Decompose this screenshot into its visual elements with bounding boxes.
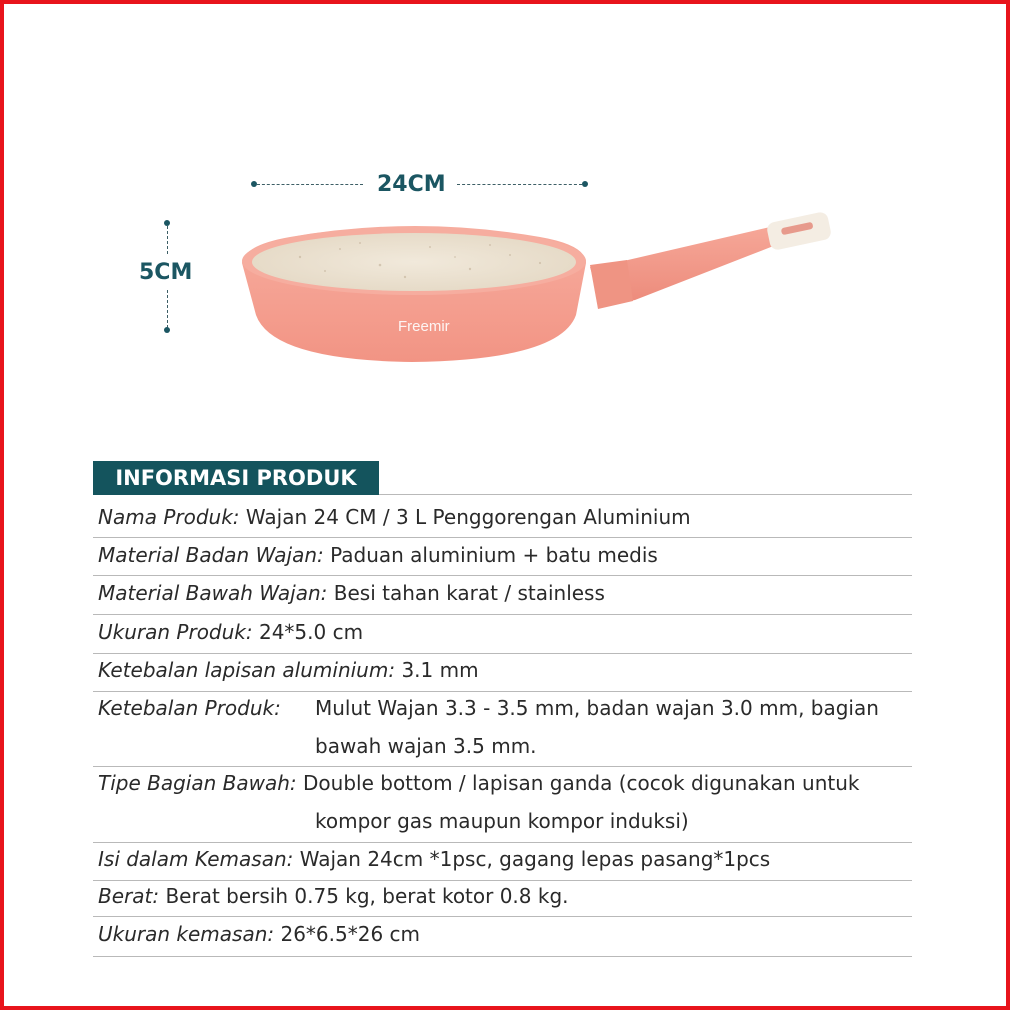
info-value: Besi tahan karat / stainless: [333, 581, 605, 605]
info-value: Mulut Wajan 3.3 - 3.5 mm, badan wajan 3.0 mm, bagian: [315, 696, 879, 720]
info-label: Ukuran Produk:: [98, 620, 253, 644]
info-value: Double bottom / lapisan ganda (cocok digunakan untuk: [303, 771, 860, 795]
info-row-nama-produk: [93, 495, 912, 538]
info-value: Wajan 24 CM / 3 L Penggorengan Aluminium: [245, 505, 691, 529]
info-label: Ketebalan Produk:: [98, 696, 281, 720]
pan-brand-logo: Freemir: [398, 318, 450, 335]
info-label: Tipe Bagian Bawah:: [98, 771, 297, 795]
pan-handle-collar: [590, 260, 633, 309]
info-label: Ketebalan lapisan aluminium:: [98, 658, 396, 682]
info-row-berat: [93, 881, 912, 917]
info-value-continued: bawah wajan 3.5 mm.: [315, 734, 537, 758]
info-value: 26*6.5*26 cm: [280, 922, 421, 946]
info-row-ukuran-produk: [93, 615, 912, 654]
info-value: Berat bersih 0.75 kg, berat kotor 0.8 kg.: [165, 884, 569, 908]
info-label: Nama Produk:: [98, 505, 240, 529]
info-row-material-badan: [93, 538, 912, 576]
info-row-ketebalan-produk: [93, 692, 912, 767]
info-label: Berat:: [98, 884, 160, 908]
info-label: Isi dalam Kemasan:: [98, 847, 294, 871]
info-value: Wajan 24cm *1psc, gagang lepas pasang*1pcs: [299, 847, 771, 871]
info-value: Paduan aluminium + batu medis: [330, 543, 658, 567]
info-header: INFORMASI PRODUK: [93, 461, 379, 495]
info-row-material-bawah: [93, 576, 912, 615]
info-row-ketebalan-lapisan: [93, 654, 912, 692]
info-row-ukuran-kemasan: [93, 917, 912, 957]
frying-pan-image: [230, 205, 850, 375]
info-row-isi-kemasan: [93, 843, 912, 881]
width-dimension-end-dot: [582, 181, 588, 187]
info-row-tipe-bawah: [93, 767, 912, 843]
info-value: 3.1 mm: [401, 658, 479, 682]
pan-interior: [252, 233, 576, 291]
width-dimension-line-left: [257, 184, 363, 185]
width-dimension-line-right: [457, 184, 582, 185]
info-label: Material Badan Wajan:: [98, 543, 324, 567]
height-dimension-line-top: [167, 226, 168, 254]
info-label: Material Bawah Wajan:: [98, 581, 328, 605]
info-value-continued: kompor gas maupun kompor induksi): [315, 809, 689, 833]
width-dimension-label: 24CM: [377, 172, 446, 197]
height-dimension-label: 5CM: [139, 260, 193, 285]
height-dimension-line-bottom: [167, 290, 168, 328]
height-dimension-end-dot: [164, 327, 170, 333]
info-label: Ukuran kemasan:: [98, 922, 275, 946]
info-value: 24*5.0 cm: [258, 620, 364, 644]
